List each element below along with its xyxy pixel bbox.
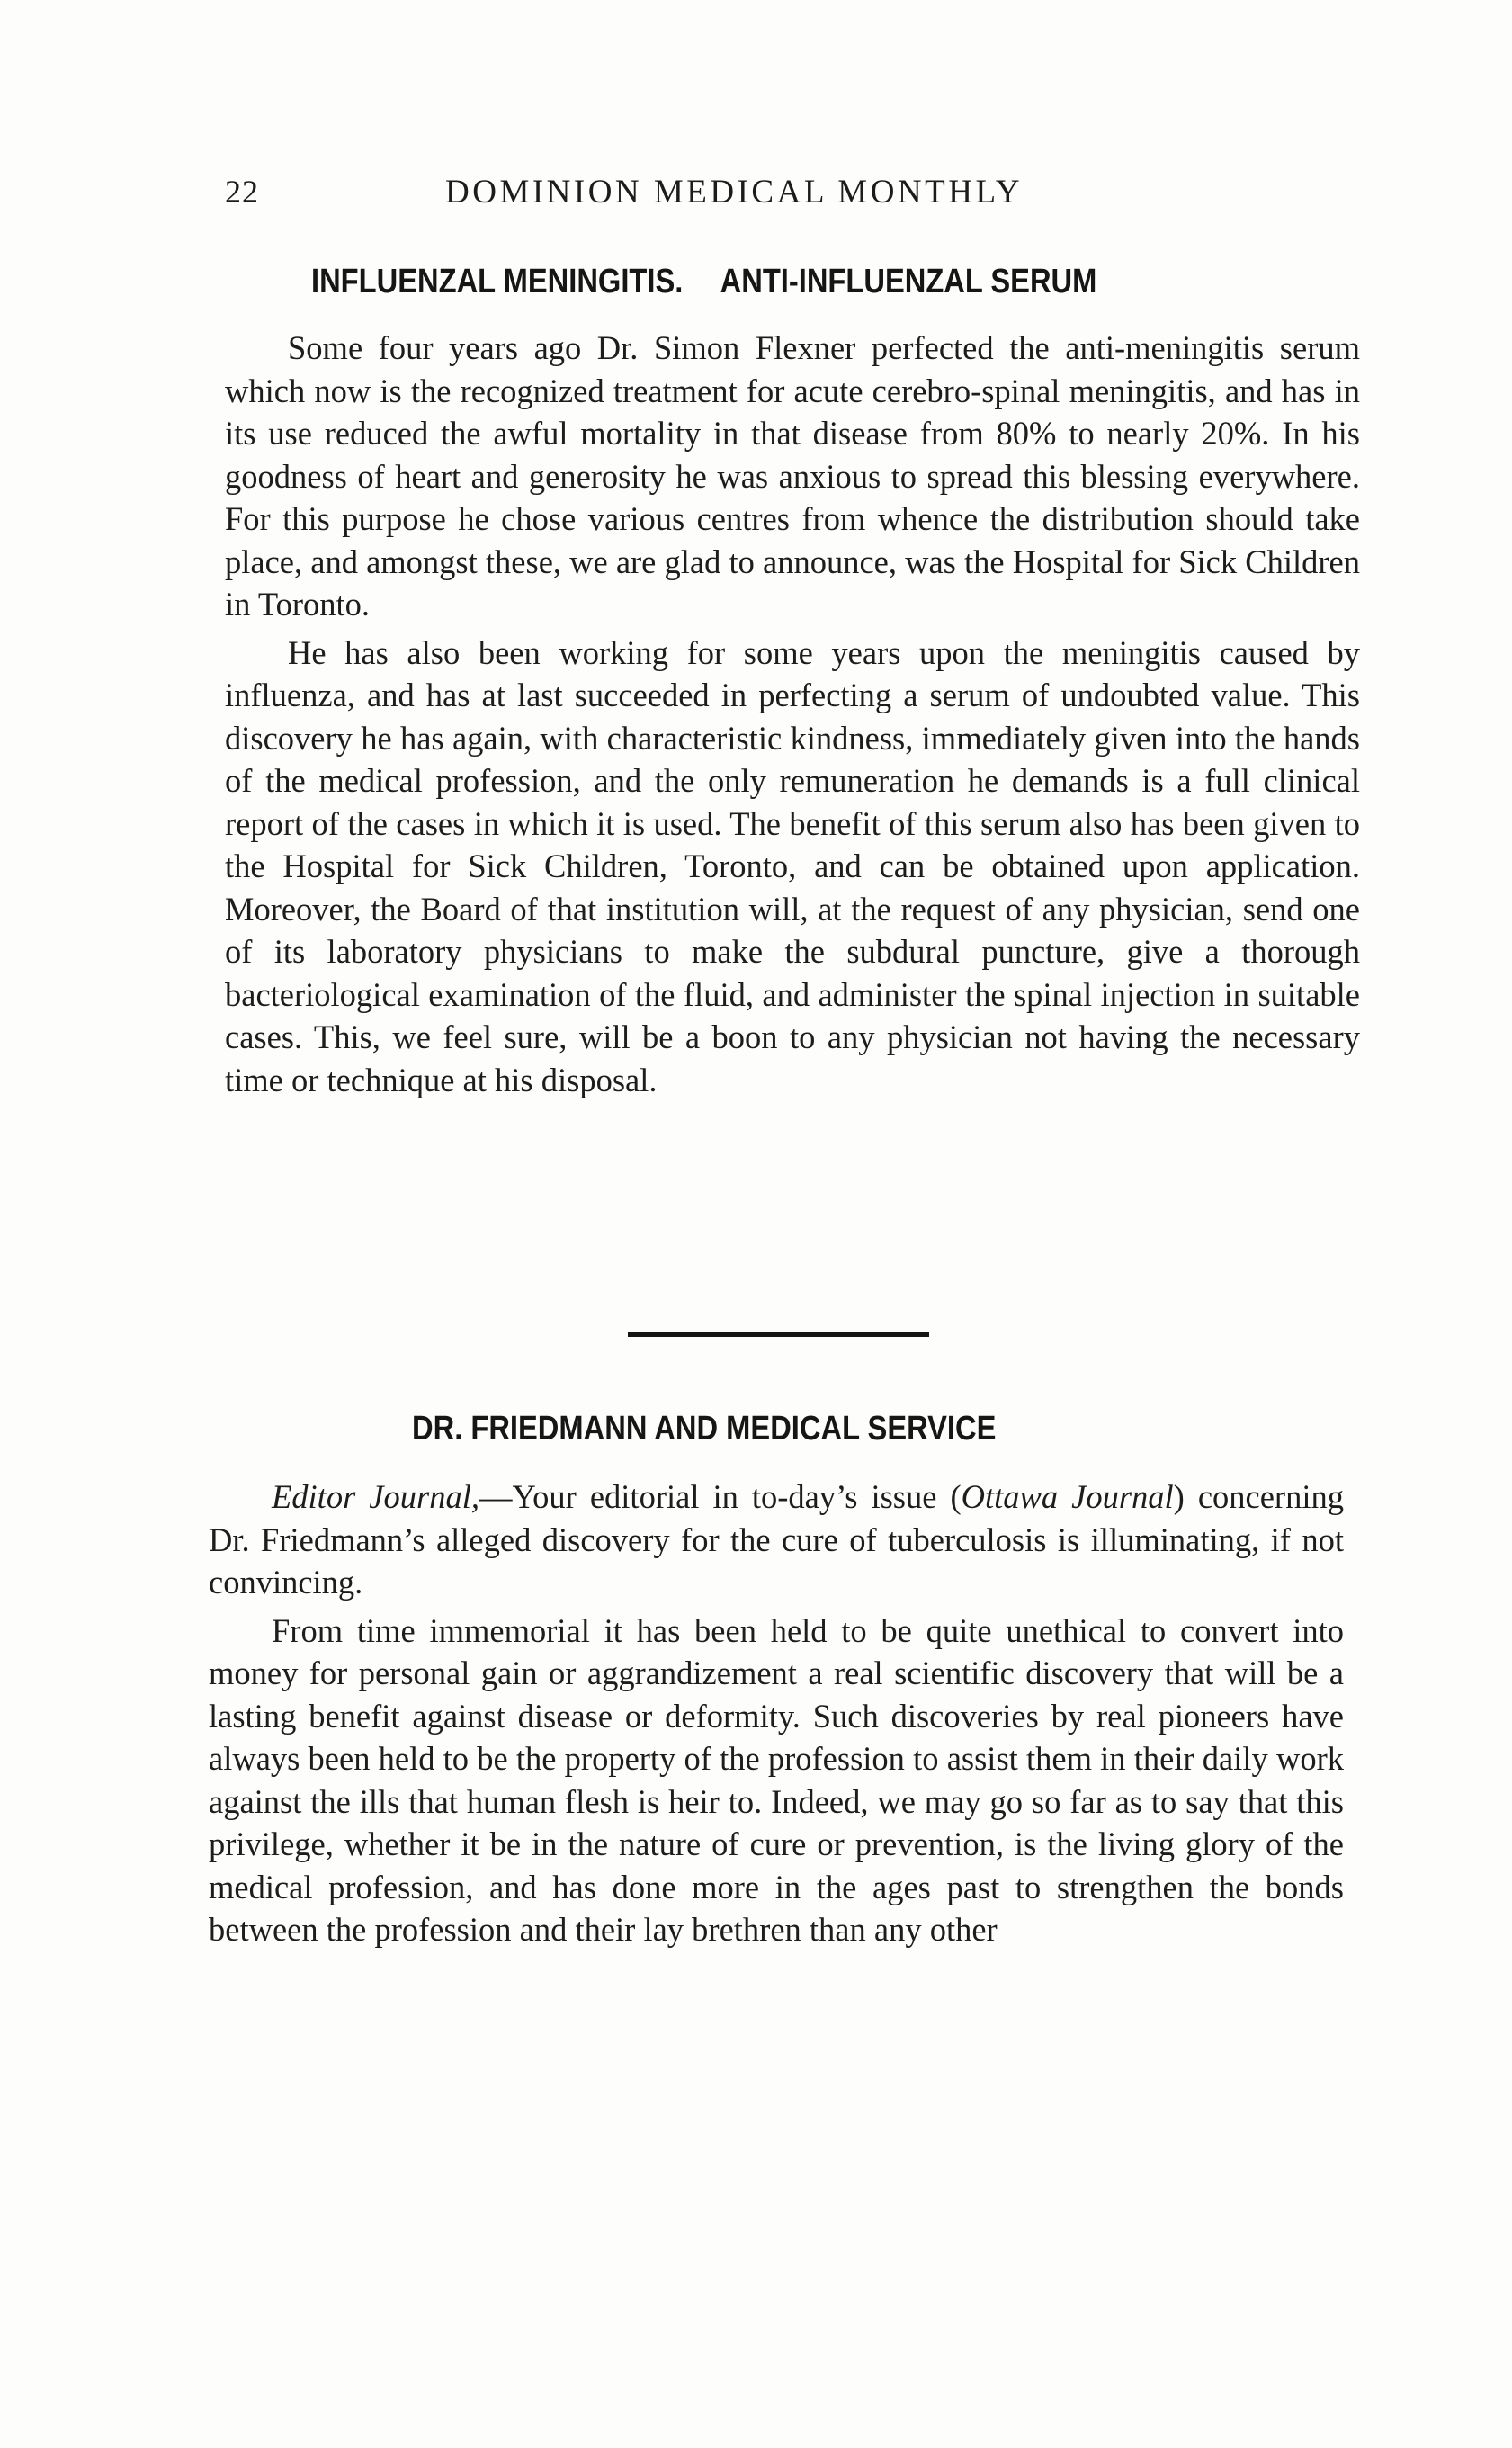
letter-salutation: Editor Journal, [272, 1478, 479, 1515]
letter-source-name: Ottawa Journal [961, 1478, 1174, 1515]
letter-intro-text-1: —Your editorial in to-day’s issue ( [479, 1478, 962, 1515]
letter-intro-text-2: ) concerning Dr. Friedmann’s alleged discovery for the cure of tuberculosis is illuminating, if not convincing. [209, 1478, 1344, 1601]
letter-intro-paragraph [209, 1475, 1344, 1604]
article-body-dr-friedmann [209, 1475, 1344, 1951]
running-head [225, 173, 1151, 227]
article-paragraph: Some four years ago Dr. Simon Flexner perfected the anti-meningitis serum which now is the recognized treatment for acute cerebro-spinal meningitis, and has in its use reduced the awful mortality in that disease from 80% to nearly 20%. In his goodness of heart and generosity he was anxious to spread this blessing everywhere. For this purpose he chose various centres from whence the distribution should take place, and amongst these, we are glad to announce, was the Hospital for Sick Children in Toronto. [225, 329, 1360, 623]
journal-title: DOMINION MEDICAL MONTHLY [445, 174, 1024, 211]
article-title-dr-friedmann: DR. FRIEDMANN AND MEDICAL SERVICE [412, 1410, 997, 1448]
article-paragraph: He has also been working for some years upon the meningitis caused by influenza, and has at last succeeded in perfecting a serum of undoubted value. This discovery he has again, with characteristic kindness, immediately given into the hands of the medical profession, and the only remuneration he demands is a full clinical report of the cases in which it is used. The benefit of this serum also has been given to the Hospital for Sick Children, Toronto, and can be obtained upon application. Moreover, the Board of that institution will, at the request of any physician, send one of its laboratory physicians to make the subdural puncture, give a thorough bacteriological examination of the fluid, and administer the spinal injection in suitable cases. This, we feel sure, will be a boon to any physician not having the necessary time or technique at his disposal. [225, 633, 1360, 1098]
article-body-influenzal-meningitis [225, 327, 1360, 1101]
article-title-part-1: INFLUENZAL MENINGITIS. [311, 263, 684, 300]
article-title-part-2: ANTI-INFLUENZAL SERUM [720, 263, 1097, 300]
section-divider [628, 1332, 929, 1337]
article-paragraph: From time immemorial it has been held to be quite unethical to convert into money for personal gain or aggrandizement a real scientific discovery that will be a lasting benefit against disease or deformity. Such discoveries by real pioneers have always been held to be the property of the profession to assist them in their daily work against the ills that human flesh is heir to. Indeed, we may go so far as to say that this privilege, whether it be in the nature of cure or prevention, is the living glory of the medical profession, and has done more in the ages past to strengthen the bonds between the profession and their lay brethren than any other [209, 1611, 1344, 1948]
page-number: 22 [225, 174, 259, 210]
article-title-influenzal-meningitis [311, 263, 1096, 301]
